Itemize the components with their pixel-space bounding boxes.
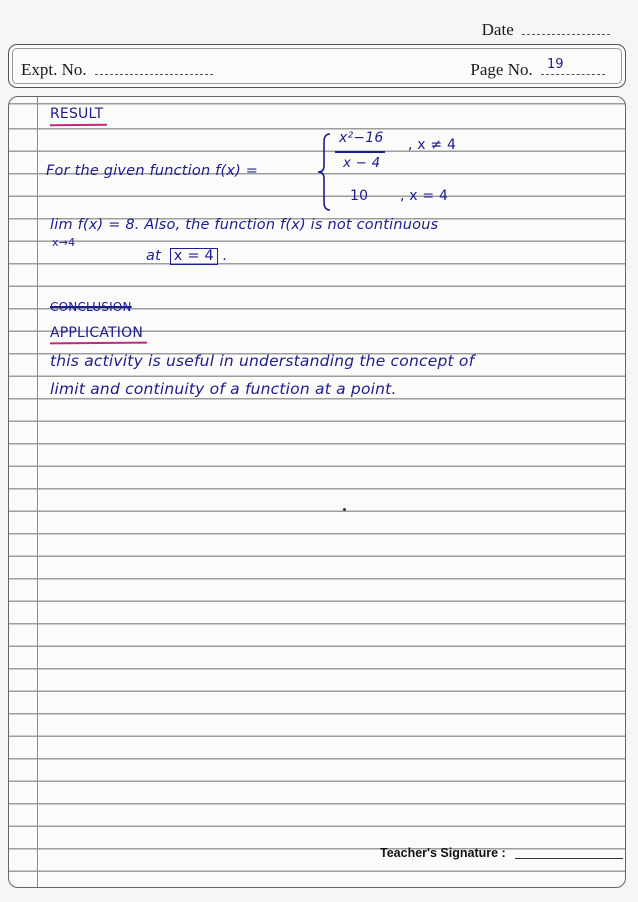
expt-no-label: Expt. No. [21,60,87,79]
application-line-1: this activity is useful in understanding the concept of [50,352,475,370]
piecewise-value-10: 10 [350,188,369,204]
page-number: 19 [547,57,564,72]
signature-line [515,858,623,859]
application-line-2: limit and continuity of a function at a point. [50,380,397,398]
limit-statement: lim f(x) = 8. Also, the function f(x) is not continuous [50,217,439,233]
page-no-label: Page No. [470,60,533,79]
limit-subscript: x→4 [52,236,76,249]
date-label: Date [481,20,514,39]
page-no-field [470,57,605,80]
result-heading: RESULT [50,106,104,122]
header-box [8,44,626,88]
ink-dot [343,508,346,511]
application-heading: APPLICATION [50,325,144,341]
margin-line [37,97,38,887]
date-blank [522,20,610,35]
conclusion-struck-heading: CONCLUSION [50,300,132,314]
fraction [333,127,393,177]
ruled-area [8,96,626,888]
at-text: at [146,248,161,264]
period: . [222,248,228,264]
fraction-denominator: x − 4 [343,155,381,171]
fraction-bar [335,151,385,153]
discontinuity-point-line [146,248,228,265]
fraction-numerator: x²−16 [339,130,384,146]
boxed-point: x = 4 [170,248,218,265]
condition-x-not-4: , x ≠ 4 [408,137,457,153]
page-no-blank [541,57,605,75]
signature-label: Teacher's Signature : [380,846,506,860]
teacher-signature [380,846,623,860]
condition-x-equals-4: , x = 4 [400,188,449,204]
date-field [482,20,610,40]
expt-no-field [21,60,213,80]
expt-no-blank [95,60,213,75]
piecewise-brace [316,132,332,212]
function-intro: For the given function f(x) = [46,163,259,179]
